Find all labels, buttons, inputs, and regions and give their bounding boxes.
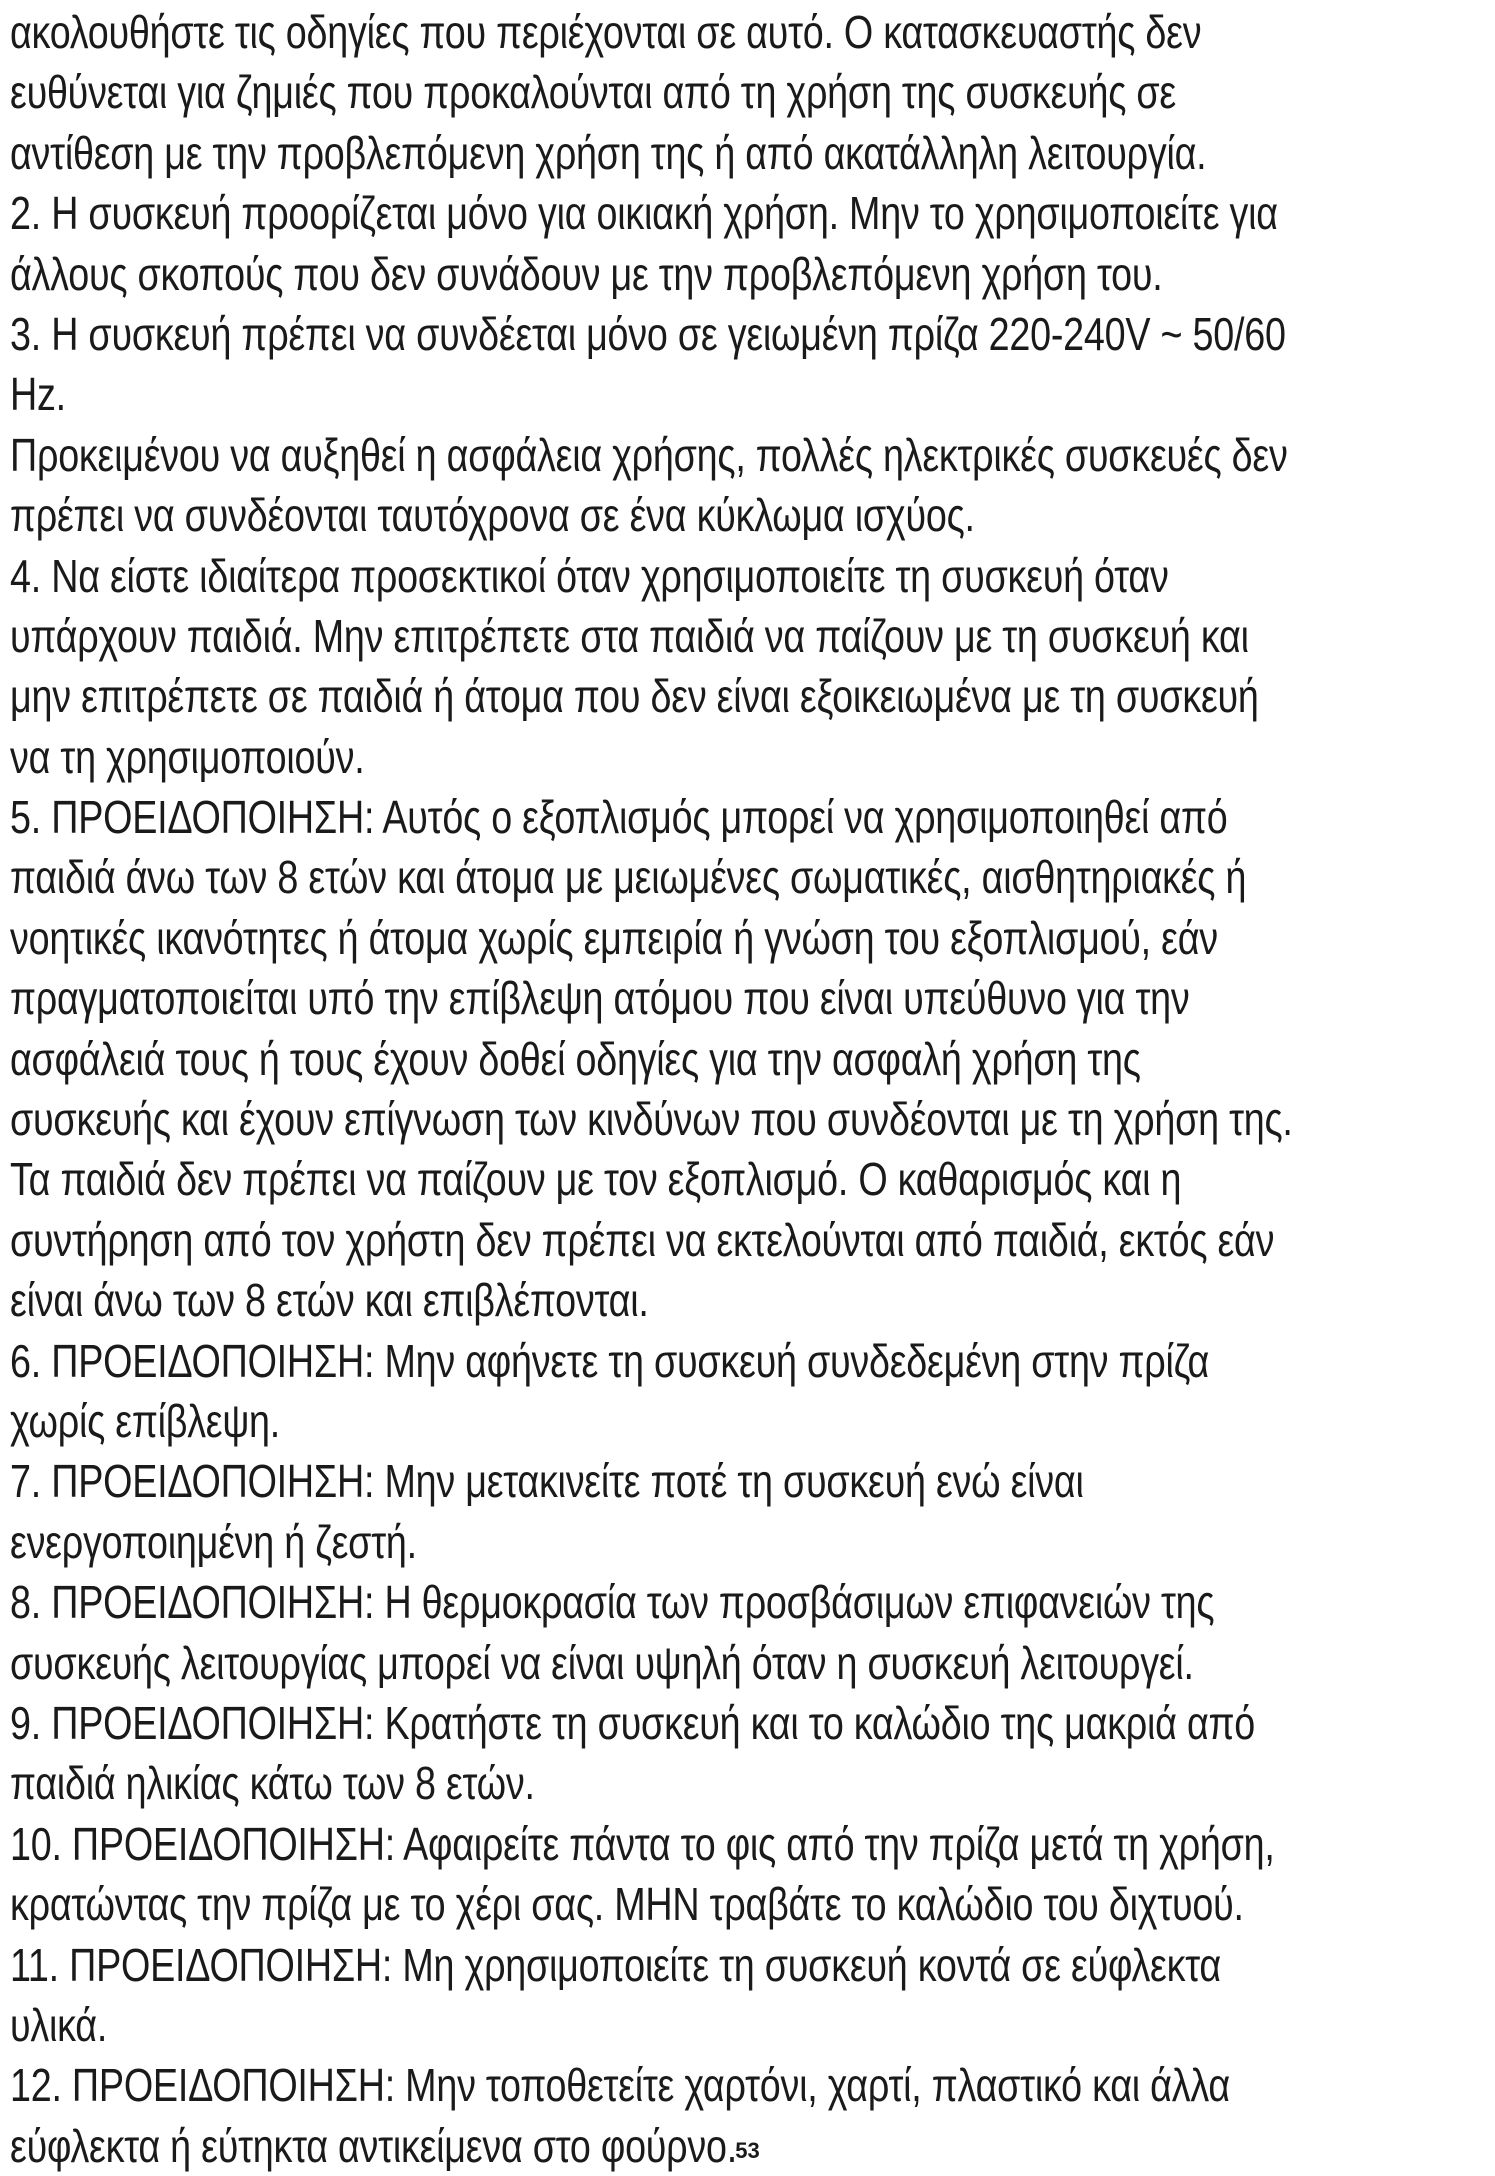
text-line: νοητικές ικανότητες ή άτομα χωρίς εμπειρία ή γνώση του εξοπλισμού, εάν: [10, 911, 1218, 964]
text-line: ενεργοποιημένη ή ζεστή.: [10, 1515, 417, 1568]
text-line: Προκειμένου να αυξηθεί η ασφάλεια χρήσης, πολλές ηλεκτρικές συσκευές δεν: [10, 428, 1288, 481]
text-line: εύφλεκτα ή εύτηκτα αντικείμενα στο φούρνο.: [10, 2119, 737, 2172]
text-line: πρέπει να συνδέονται ταυτόχρονα σε ένα κύκλωμα ισχύος.: [10, 489, 975, 542]
text-line: κρατώντας την πρίζα με το χέρι σας. ΜΗΝ τραβάτε το καλώδιο του διχτυού.: [10, 1878, 1244, 1931]
text-line: 3. Η συσκευή πρέπει να συνδέεται μόνο σε γειωμένη πρίζα 220-240V ~ 50/60: [10, 307, 1286, 360]
text-line: ευθύνεται για ζημιές που προκαλούνται από τη χρήση της συσκευής σε: [10, 66, 1176, 119]
text-line: υπάρχουν παιδιά. Μην επιτρέπετε στα παιδιά να παίζουν με τη συσκευή και: [10, 609, 1249, 662]
text-line: πραγματοποιείται υπό την επίβλεψη ατόμου που είναι υπεύθυνο για την: [10, 972, 1190, 1025]
text-line: άλλους σκοπούς που δεν συνάδουν με την προβλεπόμενη χρήση του.: [10, 247, 1163, 300]
text-line: συσκευής και έχουν επίγνωση των κινδύνων που συνδέονται με τη χρήση της.: [10, 1093, 1293, 1146]
text-line: Hz.: [10, 368, 66, 421]
text-line: υλικά.: [10, 1998, 108, 2051]
body-text: [10, 2, 1490, 2176]
page-number: 53: [735, 2138, 760, 2163]
text-line: αντίθεση με την προβλεπόμενη χρήση της ή από ακατάλληλη λειτουργία.: [10, 126, 1207, 179]
text-line: χωρίς επίβλεψη.: [10, 1394, 280, 1447]
text-line: 6. ΠΡΟΕΙΔΟΠΟΙΗΣΗ: Μην αφήνετε τη συσκευή συνδεδεμένη στην πρίζα: [10, 1334, 1210, 1387]
text-line: παιδιά άνω των 8 ετών και άτομα με μειωμένες σωματικές, αισθητηριακές ή: [10, 851, 1247, 904]
text-line: 8. ΠΡΟΕΙΔΟΠΟΙΗΣΗ: Η θερμοκρασία των προσβάσιμων επιφανειών της: [10, 1576, 1215, 1629]
text-line: 4. Να είστε ιδιαίτερα προσεκτικοί όταν χρησιμοποιείτε τη συσκευή όταν: [10, 549, 1169, 602]
text-line: είναι άνω των 8 ετών και επιβλέπονται.: [10, 1274, 649, 1327]
text-line: μην επιτρέπετε σε παιδιά ή άτομα που δεν είναι εξοικειωμένα με τη συσκευή: [10, 670, 1259, 723]
text-line: 11. ΠΡΟΕΙΔΟΠΟΙΗΣΗ: Μη χρησιμοποιείτε τη συσκευή κοντά σε εύφλεκτα: [10, 1938, 1221, 1991]
text-line: 7. ΠΡΟΕΙΔΟΠΟΙΗΣΗ: Μην μετακινείτε ποτέ τη συσκευή ενώ είναι: [10, 1455, 1084, 1508]
text-line: να τη χρησιμοποιούν.: [10, 730, 365, 783]
text-line: 10. ΠΡΟΕΙΔΟΠΟΙΗΣΗ: Αφαιρείτε πάντα το φις από την πρίζα μετά τη χρήση,: [10, 1817, 1275, 1870]
text-line: συντήρηση από τον χρήστη δεν πρέπει να εκτελούνται από παιδιά, εκτός εάν: [10, 1213, 1275, 1266]
text-line: ασφάλειά τους ή τους έχουν δοθεί οδηγίες για την ασφαλή χρήση της: [10, 1032, 1141, 1085]
text-line: 5. ΠΡΟΕΙΔΟΠΟΙΗΣΗ: Αυτός ο εξοπλισμός μπορεί να χρησιμοποιηθεί από: [10, 791, 1228, 844]
text-line: 9. ΠΡΟΕΙΔΟΠΟΙΗΣΗ: Κρατήστε τη συσκευή και το καλώδιο της μακριά από: [10, 1696, 1256, 1749]
text-line: συσκευής λειτουργίας μπορεί να είναι υψηλή όταν η συσκευή λειτουργεί.: [10, 1636, 1194, 1689]
text-line: 12. ΠΡΟΕΙΔΟΠΟΙΗΣΗ: Μην τοποθετείτε χαρτόνι, χαρτί, πλαστικό και άλλα: [10, 2059, 1230, 2112]
text-line: 2. Η συσκευή προορίζεται μόνο για οικιακή χρήση. Μην το χρησιμοποιείτε για: [10, 187, 1278, 240]
text-line: Τα παιδιά δεν πρέπει να παίζουν με τον εξοπλισμό. Ο καθαρισμός και η: [10, 1153, 1182, 1206]
text-line: παιδιά ηλικίας κάτω των 8 ετών.: [10, 1757, 535, 1810]
text-line: ακολουθήστε τις οδηγίες που περιέχονται σε αυτό. Ο κατασκευαστής δεν: [10, 6, 1202, 58]
